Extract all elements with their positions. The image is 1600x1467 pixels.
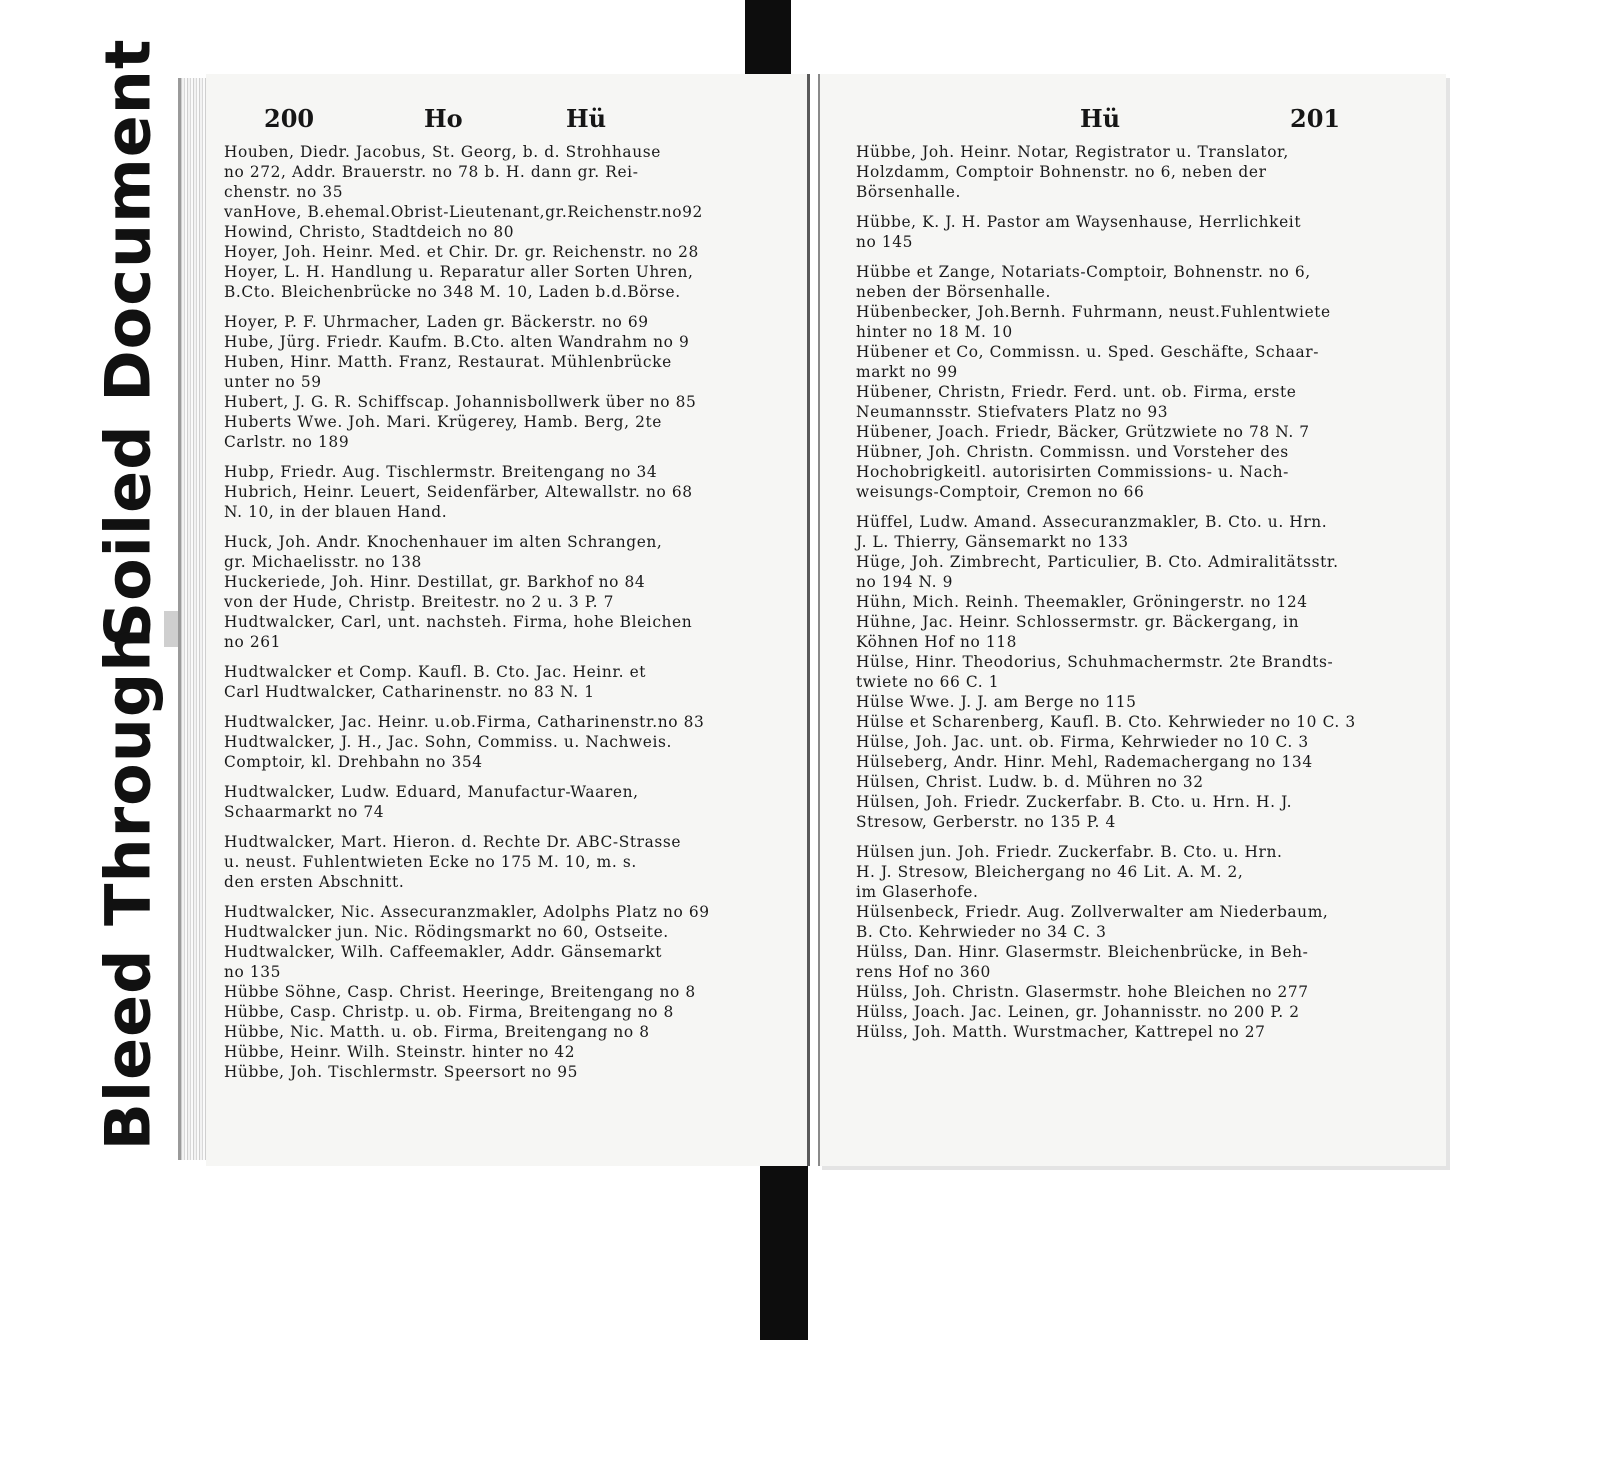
directory-entry (820, 422, 1446, 442)
entry-line: Stresow, Gerberstr. no 135 P. 4 (856, 813, 1116, 831)
bleed-through-label: Bleed Through (88, 658, 168, 1118)
entry-line: N. 10, in der blauen Hand. (224, 503, 448, 521)
soiled-document-label: Soiled Document (88, 86, 168, 598)
entry-line: Hoyer, P. F. Uhrmacher, Laden gr. Bäckerstr. no 69 (224, 313, 649, 331)
directory-entry (206, 612, 807, 652)
entry-line: Hübbe, Joh. Tischlermstr. Speersort no 95 (224, 1063, 579, 1081)
directory-entry (206, 412, 807, 452)
directory-entry (820, 612, 1446, 652)
entry-line: rens Hof no 360 (856, 963, 991, 981)
entry-line: Köhnen Hof no 118 (856, 633, 1018, 651)
entry-line: Hübbe, Heinr. Wilh. Steinstr. hinter no 42 (224, 1043, 576, 1061)
entry-line: vanHove, B.ehemal.Obrist-Lieutenant,gr.Reichenstr.no92 (224, 203, 703, 221)
directory-entry (206, 922, 807, 942)
entry-line: Hube, Jürg. Friedr. Kaufm. B.Cto. alten Wandrahm no 9 (224, 333, 690, 351)
entry-line: von der Hude, Christp. Breitestr. no 2 u. 3 P. 7 (224, 593, 615, 611)
directory-entry (820, 142, 1446, 202)
directory-entry (206, 942, 807, 982)
directory-entry (820, 752, 1446, 772)
entry-line: no 261 (224, 633, 282, 651)
directory-entry (206, 202, 807, 222)
directory-entry (820, 842, 1446, 902)
entry-line: Hülseberg, Andr. Hinr. Mehl, Rademachergang no 134 (856, 753, 1313, 771)
directory-entry (820, 652, 1446, 692)
entry-line: Hudtwalcker, Wilh. Caffeemakler, Addr. Gänsemarkt (224, 943, 663, 961)
entry-line: Holzdamm, Comptoir Bohnenstr. no 6, neben der (856, 163, 1267, 181)
directory-entry (820, 982, 1446, 1002)
entry-line: no 194 N. 9 (856, 573, 953, 591)
entry-line: Hülsen jun. Joh. Friedr. Zuckerfabr. B. Cto. u. Hrn. (856, 843, 1283, 861)
entry-line: Hoyer, L. H. Handlung u. Reparatur aller Sorten Uhren, (224, 263, 694, 281)
directory-entry (820, 262, 1446, 302)
directory-entry (820, 902, 1446, 942)
directory-entry (820, 512, 1446, 552)
directory-entry (820, 592, 1446, 612)
entry-line: Hübener et Co, Commissn. u. Sped. Geschäfte, Schaar- (856, 343, 1320, 361)
directory-entry (206, 732, 807, 772)
entry-line: B. Cto. Kehrwieder no 34 C. 3 (856, 923, 1107, 941)
directory-entry (206, 1022, 807, 1042)
binding-stripe-bottom (760, 1160, 808, 1340)
entry-line: Hübbe, Casp. Christp. u. ob. Firma, Breitengang no 8 (224, 1003, 674, 1021)
page-tab (164, 611, 178, 647)
left-entry-list (206, 142, 807, 1082)
running-header: Hü (1080, 104, 1121, 133)
entry-line: Hülsen, Joh. Friedr. Zuckerfabr. B. Cto. u. Hrn. H. J. (856, 793, 1293, 811)
entry-line: Hudtwalcker, J. H., Jac. Sohn, Commiss. u. Nachweis. (224, 733, 672, 751)
entry-line: Hubert, J. G. R. Schiffscap. Johannisbollwerk über no 85 (224, 393, 697, 411)
entry-line: Hudtwalcker, Mart. Hieron. d. Rechte Dr. ABC-Strasse (224, 833, 682, 851)
directory-entry (820, 732, 1446, 752)
directory-entry (820, 302, 1446, 342)
entry-line: Hoyer, Joh. Heinr. Med. et Chir. Dr. gr. Reichenstr. no 28 (224, 243, 699, 261)
entry-line: neben der Börsenhalle. (856, 283, 1051, 301)
entry-line: u. neust. Fuhlentwieten Ecke no 175 M. 10, m. s. (224, 853, 637, 871)
entry-line: Hübener, Christn, Friedr. Ferd. unt. ob. Firma, erste (856, 383, 1297, 401)
entry-line: Houben, Diedr. Jacobus, St. Georg, b. d. Strohhause (224, 143, 661, 161)
entry-line: Schaarmarkt no 74 (224, 803, 385, 821)
entry-line: Neumannsstr. Stiefvaters Platz no 93 (856, 403, 1169, 421)
page-number: 201 (1290, 104, 1341, 133)
directory-entry (206, 662, 807, 702)
entry-line: Hülsenbeck, Friedr. Aug. Zollverwalter am Niederbaum, (856, 903, 1329, 921)
entry-line: Hühn, Mich. Reinh. Theemakler, Gröningerstr. no 124 (856, 593, 1308, 611)
directory-entry (820, 692, 1446, 712)
entry-line: H. J. Stresow, Bleichergang no 46 Lit. A. M. 2, (856, 863, 1244, 881)
directory-entry (820, 442, 1446, 502)
left-page (206, 74, 810, 1166)
entry-line: Hülss, Joh. Christn. Glasermstr. hohe Bleichen no 277 (856, 983, 1309, 1001)
entry-line: Hudtwalcker, Nic. Assecuranzmakler, Adolphs Platz no 69 (224, 903, 710, 921)
directory-entry (206, 482, 807, 522)
page-number: 200 (264, 104, 315, 133)
directory-entry (206, 462, 807, 482)
directory-entry (206, 242, 807, 262)
entry-line: Hübbe, K. J. H. Pastor am Waysenhause, Herrlichkeit (856, 213, 1302, 231)
directory-entry (206, 902, 807, 922)
directory-entry (206, 352, 807, 392)
entry-line: B.Cto. Bleichenbrücke no 348 M. 10, Laden b.d.Börse. (224, 283, 681, 301)
entry-line: Huckeriede, Joh. Hinr. Destillat, gr. Barkhof no 84 (224, 573, 646, 591)
entry-line: Hülse et Scharenberg, Kaufl. B. Cto. Kehrwieder no 10 C. 3 (856, 713, 1356, 731)
entry-line: Hülse Wwe. J. J. am Berge no 115 (856, 693, 1137, 711)
entry-line: Huberts Wwe. Joh. Mari. Krügerey, Hamb. Berg, 2te (224, 413, 662, 431)
entry-line: Hübbe Söhne, Casp. Christ. Heeringe, Breitengang no 8 (224, 983, 696, 1001)
entry-line: J. L. Thierry, Gänsemarkt no 133 (856, 533, 1129, 551)
directory-entry (206, 312, 807, 332)
directory-entry (820, 552, 1446, 592)
directory-entry (206, 1062, 807, 1082)
right-entry-list (820, 142, 1446, 1042)
entry-line: Börsenhalle. (856, 183, 961, 201)
entry-line: Hudtwalcker jun. Nic. Rödingsmarkt no 60, Ostseite. (224, 923, 669, 941)
directory-entry (206, 532, 807, 572)
running-header-right: Hü (566, 104, 607, 133)
entry-line: Hühne, Jac. Heinr. Schlossermstr. gr. Bäckergang, in (856, 613, 1300, 631)
entry-line: no 135 (224, 963, 282, 981)
directory-entry (820, 942, 1446, 982)
entry-line: markt no 99 (856, 363, 958, 381)
entry-line: Hüge, Joh. Zimbrecht, Particulier, B. Cto. Admiralitätsstr. (856, 553, 1339, 571)
entry-line: Hülse, Hinr. Theodorius, Schuhmachermstr. 2te Brandts- (856, 653, 1334, 671)
directory-entry (206, 982, 807, 1002)
right-page (818, 74, 1446, 1166)
directory-entry (820, 342, 1446, 382)
directory-entry (206, 592, 807, 612)
entry-line: chenstr. no 35 (224, 183, 344, 201)
directory-entry (206, 1042, 807, 1062)
entry-line: Hochobrigkeitl. autorisirten Commissions- u. Nach- (856, 463, 1289, 481)
entry-line: Hülss, Joh. Matth. Wurstmacher, Kattrepel no 27 (856, 1023, 1266, 1041)
entry-line: Hübenbecker, Joh.Bernh. Fuhrmann, neust.Fuhlentwiete (856, 303, 1331, 321)
entry-line: gr. Michaelisstr. no 138 (224, 553, 422, 571)
entry-line: Hudtwalcker, Carl, unt. nachsteh. Firma, hohe Bleichen (224, 613, 693, 631)
entry-line: Hübbe, Nic. Matth. u. ob. Firma, Breitengang no 8 (224, 1023, 650, 1041)
entry-line: Hudtwalcker et Comp. Kaufl. B. Cto. Jac. Heinr. et (224, 663, 647, 681)
entry-line: no 145 (856, 233, 914, 251)
entry-line: Hülsen, Christ. Ludw. b. d. Mühren no 32 (856, 773, 1204, 791)
entry-line: Hubrich, Heinr. Leuert, Seidenfärber, Altewallstr. no 68 (224, 483, 693, 501)
entry-line: Carl Hudtwalcker, Catharinenstr. no 83 N. 1 (224, 683, 595, 701)
entry-line: no 272, Addr. Brauerstr. no 78 b. H. dann gr. Rei- (224, 163, 639, 181)
directory-entry (206, 712, 807, 732)
directory-entry (206, 782, 807, 822)
entry-line: Hudtwalcker, Jac. Heinr. u.ob.Firma, Catharinenstr.no 83 (224, 713, 705, 731)
entry-line: Huben, Hinr. Matth. Franz, Restaurat. Mühlenbrücke (224, 353, 672, 371)
entry-line: Hübbe, Joh. Heinr. Notar, Registrator u. Translator, (856, 143, 1289, 161)
entry-line: Comptoir, kl. Drehbahn no 354 (224, 753, 483, 771)
directory-entry (206, 1002, 807, 1022)
entry-line: Hülss, Joach. Jac. Leinen, gr. Johannisstr. no 200 P. 2 (856, 1003, 1300, 1021)
entry-line: Huck, Joh. Andr. Knochenhauer im alten Schrangen, (224, 533, 663, 551)
entry-line: hinter no 18 M. 10 (856, 323, 1013, 341)
entry-line: Hübner, Joh. Christn. Commissn. und Vorsteher des (856, 443, 1289, 461)
directory-entry (820, 1002, 1446, 1022)
directory-entry (820, 712, 1446, 732)
directory-entry (206, 222, 807, 242)
directory-entry (206, 392, 807, 412)
entry-line: im Glaserhofe. (856, 883, 979, 901)
directory-entry (206, 142, 807, 202)
running-header-left: Ho (424, 104, 463, 133)
directory-entry (206, 332, 807, 352)
directory-entry (206, 832, 807, 892)
directory-entry (820, 792, 1446, 832)
entry-line: Hubp, Friedr. Aug. Tischlermstr. Breitengang no 34 (224, 463, 658, 481)
entry-line: den ersten Abschnitt. (224, 873, 405, 891)
directory-entry (820, 382, 1446, 422)
entry-line: Hudtwalcker, Ludw. Eduard, Manufactur-Waaren, (224, 783, 639, 801)
directory-entry (820, 1022, 1446, 1042)
entry-line: Howind, Christo, Stadtdeich no 80 (224, 223, 515, 241)
entry-line: weisungs-Comptoir, Cremon no 66 (856, 483, 1145, 501)
directory-entry (820, 772, 1446, 792)
entry-line: Hüffel, Ludw. Amand. Assecuranzmakler, B. Cto. u. Hrn. (856, 513, 1328, 531)
entry-line: twiete no 66 C. 1 (856, 673, 1000, 691)
entry-line: unter no 59 (224, 373, 322, 391)
entry-line: Hülse, Joh. Jac. unt. ob. Firma, Kehrwieder no 10 C. 3 (856, 733, 1309, 751)
entry-line: Carlstr. no 189 (224, 433, 350, 451)
directory-entry (206, 262, 807, 302)
directory-entry (206, 572, 807, 592)
entry-line: Hübener, Joach. Friedr, Bäcker, Grützwiete no 78 N. 7 (856, 423, 1310, 441)
entry-line: Hübbe et Zange, Notariats-Comptoir, Bohnenstr. no 6, (856, 263, 1311, 281)
directory-entry (820, 212, 1446, 252)
entry-line: Hülss, Dan. Hinr. Glasermstr. Bleichenbrücke, in Beh- (856, 943, 1309, 961)
